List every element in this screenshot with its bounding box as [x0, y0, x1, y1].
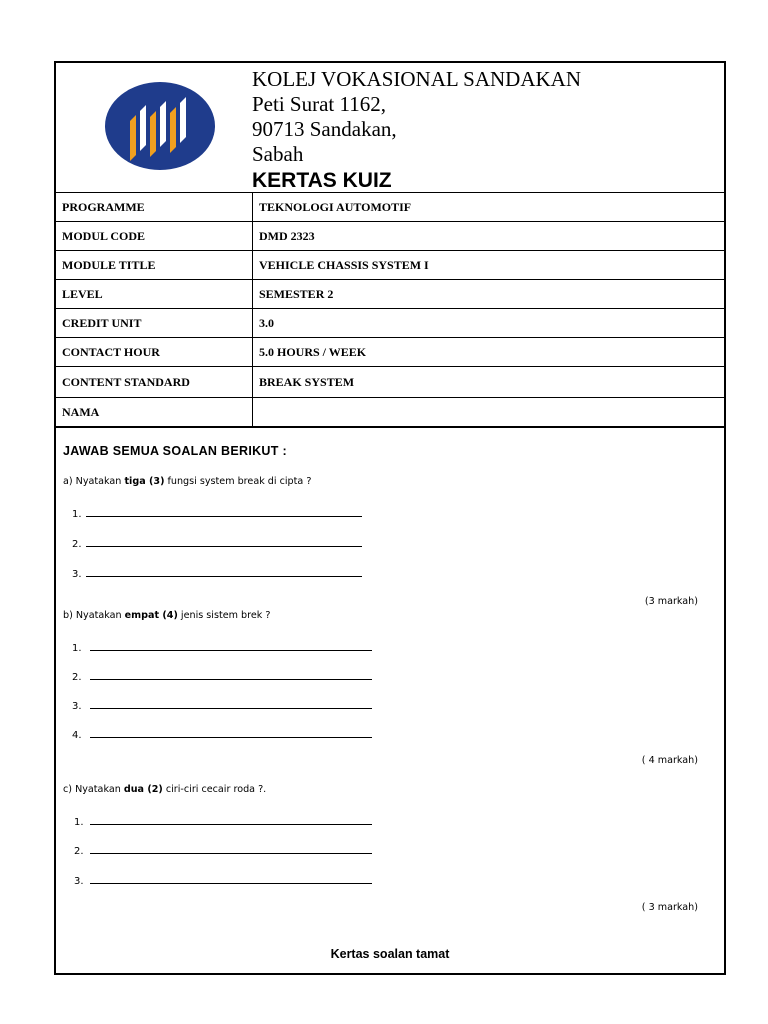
field-value: 5.0 HOURS / WEEK [253, 338, 725, 367]
header [56, 63, 724, 192]
module-info-table [56, 192, 724, 428]
field-value: 3.0 [253, 309, 725, 338]
question-text: ciri-ciri cecair roda ?. [162, 784, 267, 795]
table-row [56, 338, 724, 367]
question-c [63, 784, 266, 795]
marks-label: ( 3 markah) [641, 902, 698, 913]
question-b [63, 610, 270, 621]
answer-line[interactable] [72, 640, 372, 654]
question-emphasis: tiga (3) [124, 476, 165, 487]
answer-number: 1. [72, 509, 82, 520]
answer-line[interactable] [72, 536, 362, 550]
table-row [56, 280, 724, 309]
answer-line[interactable] [72, 669, 372, 683]
answer-number: 4. [72, 730, 82, 741]
field-label: CONTENT STANDARD [56, 367, 253, 398]
table-row [56, 309, 724, 338]
question-text: jenis sistem brek ? [177, 610, 271, 621]
answer-number: 3. [72, 701, 82, 712]
answer-line[interactable] [74, 873, 372, 887]
address-line-3: Sabah [252, 142, 304, 166]
college-address-block [252, 67, 581, 194]
answer-number: 1. [72, 643, 82, 654]
field-value: DMD 2323 [253, 222, 725, 251]
question-emphasis: dua (2) [123, 784, 163, 795]
answer-number: 3. [72, 569, 82, 580]
address-line-2: 90713 Sandakan, [252, 117, 397, 141]
school-name: KOLEJ VOKASIONAL SANDAKAN [252, 67, 581, 91]
answer-line[interactable] [72, 727, 372, 741]
answer-line[interactable] [72, 698, 372, 712]
field-label: MODUL CODE [56, 222, 253, 251]
answer-number: 2. [72, 672, 82, 683]
instruction: JAWAB SEMUA SOALAN BERIKUT : [63, 444, 287, 458]
answer-number: 1. [74, 817, 84, 828]
table-row [56, 398, 724, 428]
marks-label: (3 markah) [644, 596, 698, 607]
question-emphasis: empat (4) [124, 610, 178, 621]
table-row [56, 367, 724, 398]
table-row [56, 193, 724, 222]
answer-number: 2. [74, 846, 84, 857]
question-text: b) Nyatakan [63, 610, 125, 621]
field-label: LEVEL [56, 280, 253, 309]
end-of-paper-note: Kertas soalan tamat [330, 947, 450, 961]
field-value: VEHICLE CHASSIS SYSTEM I [253, 251, 725, 280]
answer-line[interactable] [72, 566, 362, 580]
field-label: CREDIT UNIT [56, 309, 253, 338]
answer-line[interactable] [72, 506, 362, 520]
quiz-paper [54, 61, 726, 975]
field-label: PROGRAMME [56, 193, 253, 222]
field-value: TEKNOLOGI AUTOMOTIF [253, 193, 725, 222]
field-label: MODULE TITLE [56, 251, 253, 280]
answer-line[interactable] [74, 814, 372, 828]
answer-line[interactable] [74, 843, 372, 857]
question-text: fungsi system break di cipta ? [164, 476, 312, 487]
table-row [56, 222, 724, 251]
address-line-1: Peti Surat 1162, [252, 92, 386, 116]
question-text: c) Nyatakan [63, 784, 124, 795]
field-value: SEMESTER 2 [253, 280, 725, 309]
answer-number: 3. [74, 876, 84, 887]
field-value: BREAK SYSTEM [253, 367, 725, 398]
name-input-cell[interactable] [253, 398, 725, 428]
college-logo-icon [104, 81, 216, 171]
question-a [63, 476, 311, 487]
marks-label: ( 4 markah) [641, 755, 698, 766]
answer-number: 2. [72, 539, 82, 550]
table-row [56, 251, 724, 280]
question-text: a) Nyatakan [63, 476, 125, 487]
field-label: CONTACT HOUR [56, 338, 253, 367]
document-title: KERTAS KUIZ [252, 169, 392, 192]
field-label: NAMA [56, 398, 253, 428]
